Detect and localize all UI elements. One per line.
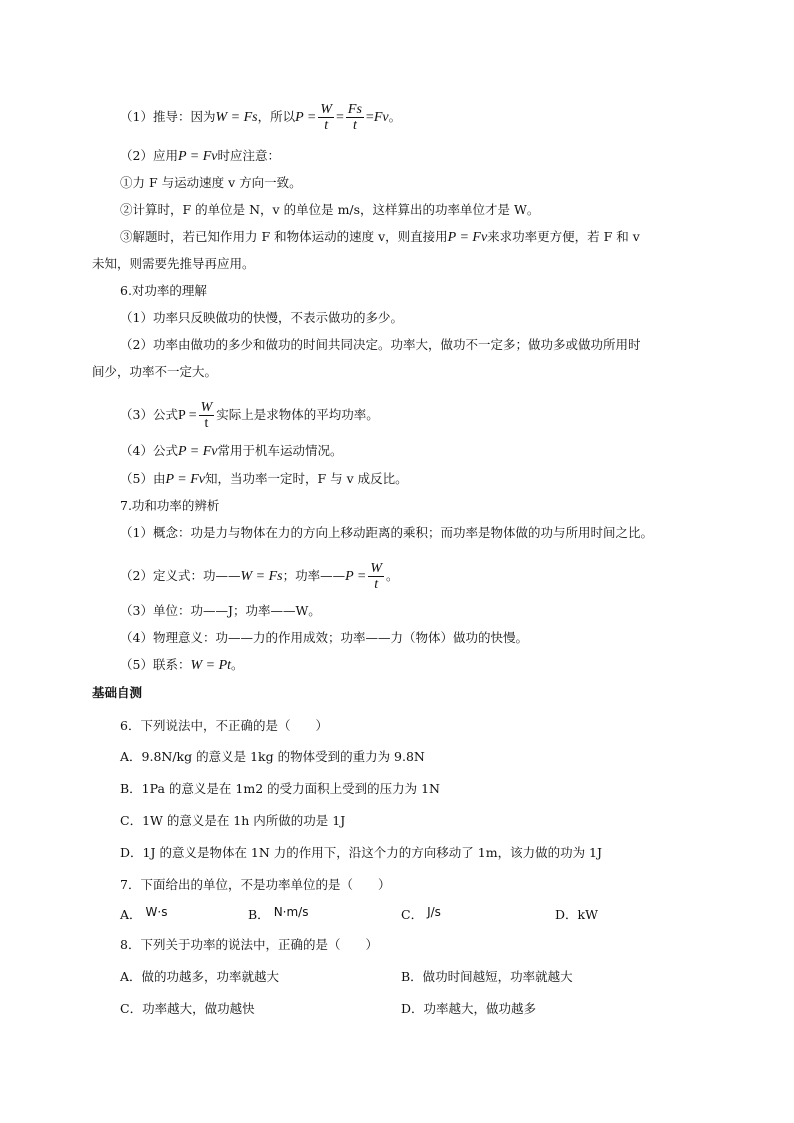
question-8: 8．下列关于功率的说法中，正确的是（ ） xyxy=(120,937,378,952)
question-6-option-a: A．9.8N/kg 的意义是 1kg 的物体受到的重力为 9.8N xyxy=(120,749,425,764)
derivation-line: （1）推导：因为W = Fs，所以P = $\frac{W}{t}$ = $\frac{Fs}{t}$ =Fv。 xyxy=(120,102,402,133)
application-note-line: （2）应用P = Fv时应注意： xyxy=(120,148,280,164)
question-6: 6．下列说法中，不正确的是（ ） xyxy=(120,718,328,733)
question-7-option-a: A． W·s xyxy=(120,905,168,922)
note-2: ②计算时，F 的单位是 N，v 的单位是 m/s，这样算出的功率单位才是 W。 xyxy=(120,202,540,217)
question-7-option-b: B． N·m/s xyxy=(248,905,309,922)
point-2-continued: 间少，功率不一定大。 xyxy=(92,364,218,379)
fraction-fs-over-t: $\frac{Fs}{t}$ xyxy=(347,102,362,133)
section-heading-7: 7.功和功率的辨析 xyxy=(120,498,220,513)
question-8-option-a: A．做的功越多，功率就越大 xyxy=(120,969,280,984)
question-6-option-d: D．1J 的意义是物体在 1N 力的作用下，沿这个力的方向移动了 1m，该力做的功为 1J xyxy=(120,845,603,860)
question-6-option-b: B．1Pa 的意义是在 1m2 的受力面积上受到的压力为 1N xyxy=(120,781,440,796)
quiz-title: 基础自测 xyxy=(92,685,143,700)
question-8-option-b: B．做功时间越短，功率就越大 xyxy=(401,969,573,984)
section-heading-6: 6.对功率的理解 xyxy=(120,283,207,298)
question-7: 7．下面给出的单位，不是功率单位的是（ ） xyxy=(120,877,391,892)
fraction-w-over-t: $\frac{W}{t}$ xyxy=(200,400,213,431)
comparison-relation: （5）联系：W = Pt。 xyxy=(120,657,244,673)
point-3: （3）公式P = $\frac{W}{t}$ 实际上是求物体的平均功率。 xyxy=(120,400,379,431)
comparison-unit: （3）单位：功——J；功率——W。 xyxy=(120,603,321,618)
comparison-meaning: （4）物理意义：功——力的作用成效；功率——力（物体）做功的快慢。 xyxy=(120,630,528,645)
question-7-option-c: C． J/s xyxy=(401,905,441,922)
point-1: （1）功率只反映做功的快慢，不表示做功的多少。 xyxy=(120,310,403,325)
point-4: （4）公式P = Fv常用于机车运动情况。 xyxy=(120,443,343,459)
note-3: ③解题时，若已知作用力 F 和物体运动的速度 v，则直接用P = Fv来求功率更方便，若 F 和 v xyxy=(120,229,640,245)
question-6-option-c: C．1W 的意义是在 1h 内所做的功是 1J xyxy=(120,813,346,828)
note-3-continued: 未知，则需要先推导再应用。 xyxy=(92,256,255,271)
question-8-option-d: D．功率越大，做功越多 xyxy=(401,1001,537,1016)
note-1: ①力 F 与运动速度 v 方向一致。 xyxy=(120,175,302,190)
point-5: （5）由P = Fv知，当功率一定时，F 与 v 成反比。 xyxy=(120,471,408,487)
comparison-concept: （1）概念：功是力与物体在力的方向上移动距离的乘积；而功率是物体做的功与所用时间之比。 xyxy=(120,525,653,540)
fraction-w-over-t: $\frac{W}{t}$ xyxy=(320,102,333,133)
fraction-w-over-t: $\frac{W}{t}$ xyxy=(370,561,383,592)
question-8-option-c: C．功率越大，做功越快 xyxy=(120,1001,255,1016)
point-2: （2）功率由做功的多少和做功的时间共同决定。功率大，做功不一定多；做功多或做功所用时 xyxy=(120,337,641,352)
question-7-option-d: D．kW xyxy=(555,907,598,922)
comparison-definition: （2）定义式：功——W = Fs；功率——P = $\frac{W}{t}$ 。 xyxy=(120,561,399,592)
